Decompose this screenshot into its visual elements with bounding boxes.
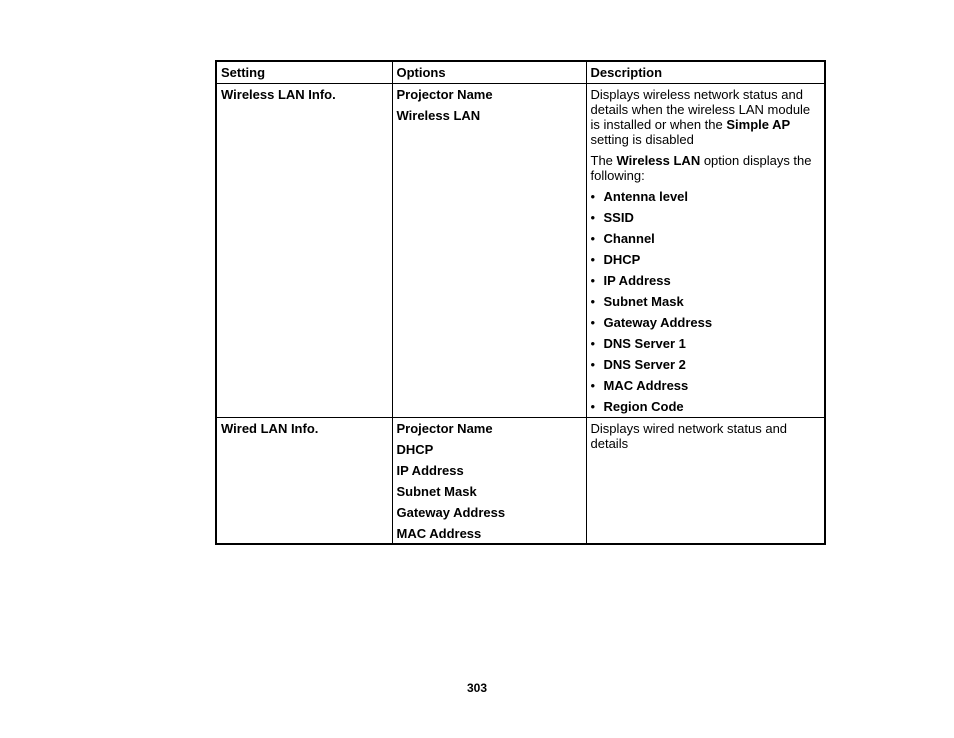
header-options: Options [392,61,586,84]
setting-cell [216,84,392,418]
description-text: The [590,153,617,168]
list-item [591,357,821,372]
bullet-icon: • [590,336,596,351]
description-paragraph [591,153,821,183]
bullet-icon: • [590,231,596,246]
description-emphasis: Wireless LAN [616,153,701,168]
header-setting: Setting [216,61,392,84]
options-cell [392,418,586,545]
bullet-list [591,189,821,414]
list-item [591,231,821,246]
description-paragraph [591,87,821,147]
option-item: Gateway Address [396,505,506,520]
list-item-label: IP Address [603,273,671,288]
table-row [216,84,825,418]
table-row [216,418,825,545]
description-cell [586,84,825,418]
description-cell [586,418,825,545]
option-item: IP Address [396,463,464,478]
bullet-icon: • [590,315,596,330]
description-paragraph: Displays wired network status and details [590,421,788,451]
description-text: Displays wireless network status and details when the wireless LAN module is installed or when the [590,87,811,132]
list-item-label: Gateway Address [603,315,713,330]
list-item-label: Subnet Mask [603,294,684,309]
list-item-label: DNS Server 2 [603,357,686,372]
bullet-icon: • [590,399,596,414]
option-item: MAC Address [396,526,482,541]
option-item: Projector Name [396,87,493,102]
list-item [591,399,821,414]
settings-table [215,60,826,545]
list-item-label: Antenna level [603,189,689,204]
list-item [591,294,821,309]
bullet-icon: • [590,210,596,225]
list-item [591,210,821,225]
description-text: option displays the following: [590,153,812,183]
list-item-label: DNS Server 1 [603,336,686,351]
bullet-icon: • [590,189,596,204]
list-item [591,273,821,288]
option-item: Subnet Mask [396,484,477,499]
description-emphasis: Simple AP [726,117,791,132]
list-item-label: Region Code [603,399,684,414]
option-item: Projector Name [396,421,493,436]
list-item [591,189,821,204]
setting-cell [216,418,392,545]
bullet-icon: • [590,252,596,267]
setting-name: Wireless LAN Info. [221,87,336,102]
list-item-label: DHCP [603,252,641,267]
options-cell [392,84,586,418]
list-item [591,336,821,351]
page-number: 303 [466,681,488,695]
bullet-icon: • [590,378,596,393]
bullet-icon: • [590,357,596,372]
list-item [591,378,821,393]
option-item: DHCP [396,442,434,457]
list-item-label: Channel [603,231,655,246]
option-item: Wireless LAN [396,108,481,123]
bullet-icon: • [590,294,596,309]
table-header-row [216,61,825,84]
bullet-icon: • [590,273,596,288]
list-item-label: SSID [603,210,634,225]
setting-name: Wired LAN Info. [221,421,319,436]
list-item-label: MAC Address [603,378,689,393]
header-description: Description [586,61,825,84]
list-item [591,315,821,330]
description-text: setting is disabled [590,132,694,147]
list-item [591,252,821,267]
